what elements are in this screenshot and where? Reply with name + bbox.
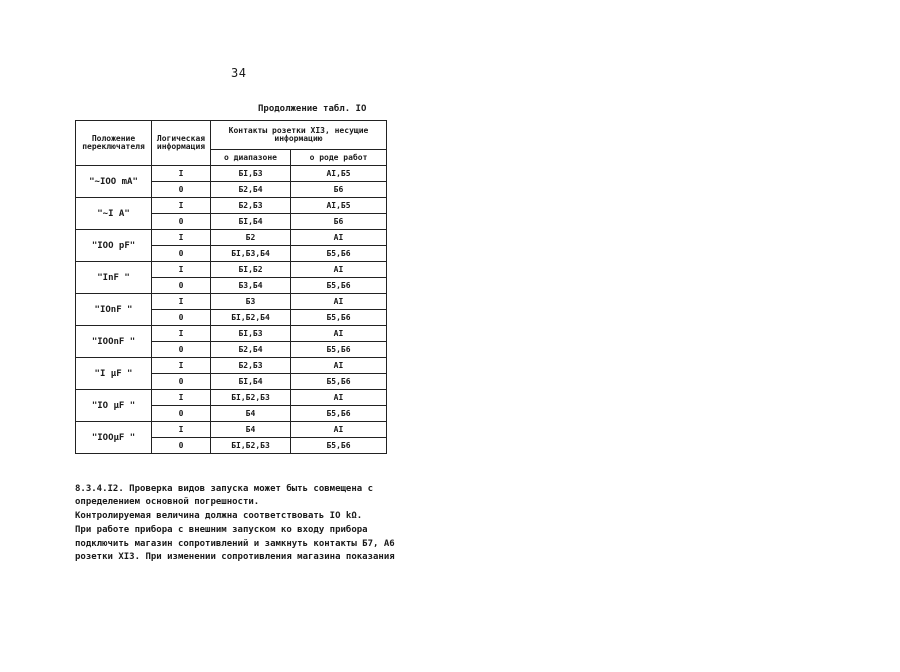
range-contacts-cell: БI,Б2,Б3: [211, 438, 291, 454]
range-contacts-cell: БI,Б3: [211, 326, 291, 342]
page-number: 34: [231, 66, 247, 80]
mode-contacts-cell: Б5,Б6: [291, 246, 387, 262]
switch-position-cell: "~I A": [76, 198, 152, 230]
range-contacts-cell: БI,Б2: [211, 262, 291, 278]
range-contacts-cell: БI,Б3,Б4: [211, 246, 291, 262]
switch-position-cell: "IOO pF": [76, 230, 152, 262]
mode-contacts-cell: Б5,Б6: [291, 438, 387, 454]
table-row: [76, 166, 387, 182]
switch-position-cell: "IOOµF ": [76, 422, 152, 454]
table-row: [76, 262, 387, 278]
table-row: [76, 422, 387, 438]
switch-position-cell: "IO µF ": [76, 390, 152, 422]
mode-contacts-cell: AI,Б5: [291, 166, 387, 182]
table-caption: Продолжение табл. IO: [258, 104, 367, 114]
switch-position-cell: "IOOnF ": [76, 326, 152, 358]
mode-contacts-cell: AI: [291, 358, 387, 374]
table-row: [76, 230, 387, 246]
logic-value-cell: I: [152, 390, 211, 406]
table-body: [76, 166, 387, 454]
mode-contacts-cell: Б5,Б6: [291, 310, 387, 326]
logic-value-cell: I: [152, 262, 211, 278]
logic-value-cell: 0: [152, 374, 211, 390]
mode-contacts-cell: AI: [291, 294, 387, 310]
mode-contacts-cell: AI: [291, 422, 387, 438]
logic-value-cell: 0: [152, 182, 211, 198]
logic-value-cell: I: [152, 198, 211, 214]
header-mode: о роде работ: [291, 150, 387, 166]
switch-position-cell: "IOnF ": [76, 294, 152, 326]
mode-contacts-cell: AI: [291, 326, 387, 342]
table-row: [76, 294, 387, 310]
range-contacts-cell: БI,Б2,Б4: [211, 310, 291, 326]
table-row: [76, 358, 387, 374]
range-contacts-cell: Б3,Б4: [211, 278, 291, 294]
mode-contacts-cell: AI,Б5: [291, 198, 387, 214]
paragraph-line: При работе прибора с внешним запуском ко входу прибора: [75, 525, 368, 535]
logic-value-cell: 0: [152, 438, 211, 454]
range-contacts-cell: Б2,Б4: [211, 342, 291, 358]
logic-value-cell: I: [152, 358, 211, 374]
logic-value-cell: 0: [152, 214, 211, 230]
logic-value-cell: 0: [152, 246, 211, 262]
mode-contacts-cell: AI: [291, 390, 387, 406]
range-contacts-cell: Б2: [211, 230, 291, 246]
table-row: [76, 390, 387, 406]
mode-contacts-cell: Б5,Б6: [291, 374, 387, 390]
mode-contacts-cell: Б5,Б6: [291, 342, 387, 358]
mode-contacts-cell: Б5,Б6: [291, 406, 387, 422]
table-row: [76, 198, 387, 214]
range-contacts-cell: Б4: [211, 406, 291, 422]
table-row: [76, 326, 387, 342]
logic-value-cell: I: [152, 230, 211, 246]
logic-value-cell: I: [152, 166, 211, 182]
mode-contacts-cell: Б6: [291, 182, 387, 198]
range-contacts-cell: БI,Б4: [211, 374, 291, 390]
range-contacts-cell: БI,Б2,Б3: [211, 390, 291, 406]
range-contacts-cell: БI,Б3: [211, 166, 291, 182]
range-contacts-cell: Б4: [211, 422, 291, 438]
range-contacts-cell: Б3: [211, 294, 291, 310]
mode-contacts-cell: AI: [291, 262, 387, 278]
paragraph-line: определением основной погрешности.: [75, 497, 260, 507]
logic-value-cell: 0: [152, 342, 211, 358]
header-contacts: Контакты розетки XI3, несущие информацию: [211, 121, 387, 150]
logic-value-cell: 0: [152, 310, 211, 326]
paragraph-line: розетки XI3. При изменении сопротивления магазина показания: [75, 552, 395, 562]
paragraph-line: подключить магазин сопротивлений и замкнуть контакты Б7, А6: [75, 539, 395, 549]
paragraph-line: 8.3.4.I2. Проверка видов запуска может быть совмещена с: [75, 484, 374, 494]
range-contacts-cell: БI,Б4: [211, 214, 291, 230]
mode-contacts-cell: Б5,Б6: [291, 278, 387, 294]
logic-value-cell: I: [152, 326, 211, 342]
header-range: о диапазоне: [211, 150, 291, 166]
contacts-table: [75, 120, 387, 454]
mode-contacts-cell: Б6: [291, 214, 387, 230]
switch-position-cell: "~IOO mA": [76, 166, 152, 198]
paragraph-line: Контролируемая величина должна соответствовать IO kΩ.: [75, 511, 363, 521]
range-contacts-cell: Б2,Б3: [211, 358, 291, 374]
switch-position-cell: "I µF ": [76, 358, 152, 390]
header-logic: Логическая информация: [152, 121, 211, 166]
header-position: Положение переключателя: [76, 121, 152, 166]
logic-value-cell: 0: [152, 278, 211, 294]
logic-value-cell: 0: [152, 406, 211, 422]
switch-position-cell: "InF ": [76, 262, 152, 294]
mode-contacts-cell: AI: [291, 230, 387, 246]
range-contacts-cell: Б2,Б3: [211, 198, 291, 214]
logic-value-cell: I: [152, 294, 211, 310]
range-contacts-cell: Б2,Б4: [211, 182, 291, 198]
logic-value-cell: I: [152, 422, 211, 438]
